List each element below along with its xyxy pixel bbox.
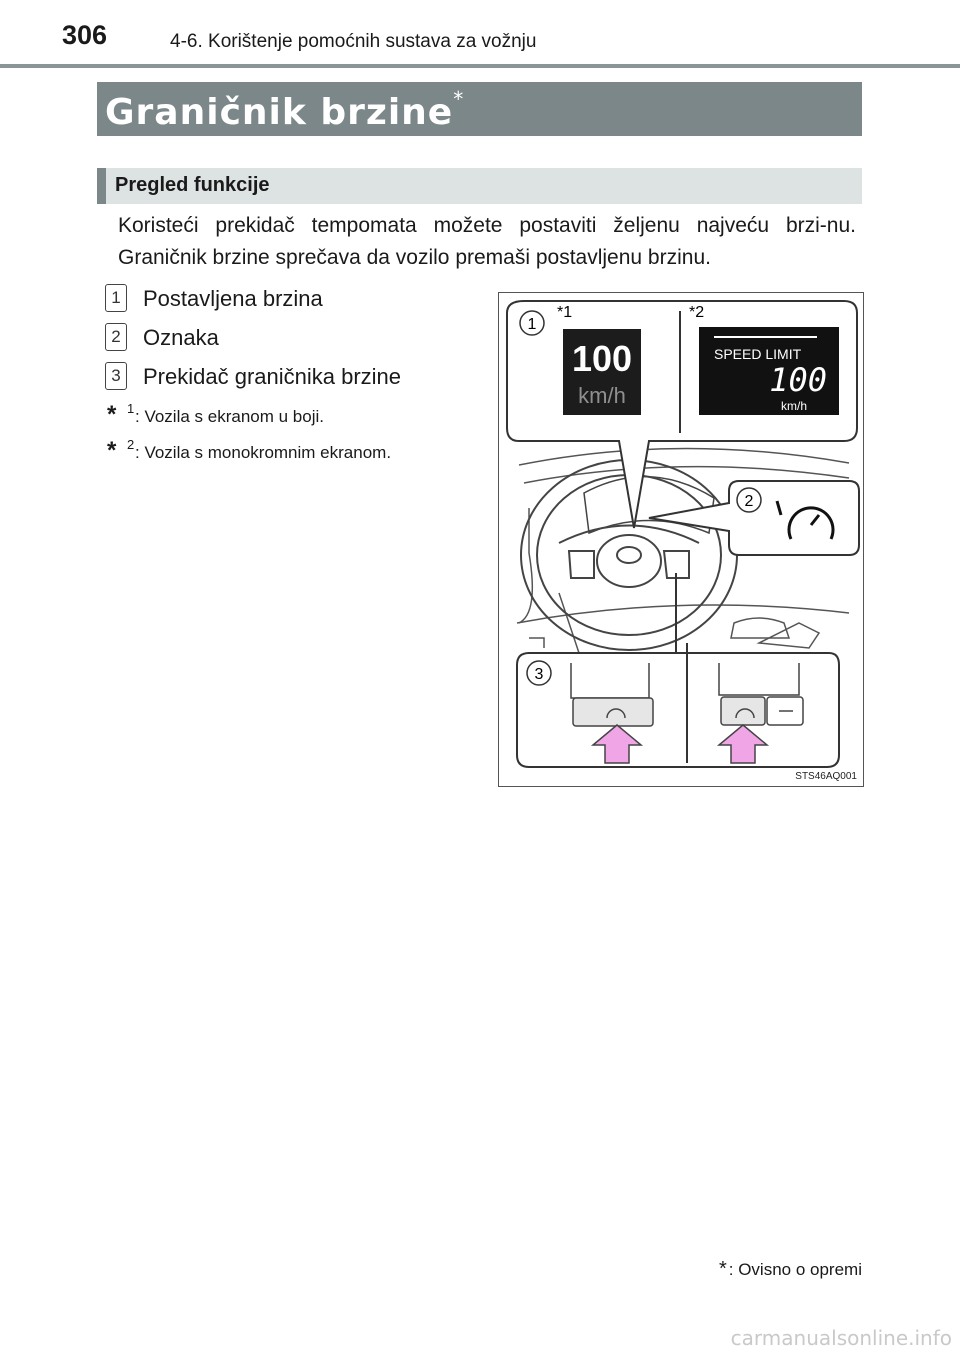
- title-banner: [97, 82, 862, 136]
- section-bar: [97, 168, 862, 204]
- legend-list: [105, 284, 485, 475]
- note-sup: 1: [127, 401, 135, 416]
- illustration: [499, 293, 863, 786]
- note-sup: 2: [127, 437, 135, 452]
- figure-code: STS46AQ001: [795, 771, 857, 782]
- header-rule: [0, 64, 960, 68]
- note-item: [105, 439, 485, 475]
- legend-number: 2: [105, 323, 127, 351]
- color-display-value: 100: [571, 338, 633, 379]
- legend-label: Oznaka: [143, 325, 219, 350]
- note-star-icon: *: [107, 401, 117, 428]
- mono-display-label: SPEED LIMIT: [714, 346, 802, 362]
- mono-display-value: 100: [769, 361, 827, 399]
- note-text: : Vozila s monokromnim ekranom.: [135, 443, 392, 462]
- mono-display-unit: km/h: [780, 399, 807, 413]
- page-title-text: Graničnik brzine: [105, 92, 454, 133]
- legend-number: 1: [105, 284, 127, 312]
- section-title: Pregled funkcije: [115, 174, 270, 196]
- page-title: [105, 87, 464, 133]
- running-head: 4-6. Korištenje pomoćnih sustava za vožnju: [170, 31, 537, 52]
- section-accent: [97, 168, 106, 204]
- color-display-unit: km/h: [578, 383, 626, 408]
- callout-number: 2: [744, 493, 754, 510]
- callout-number: 1: [527, 316, 537, 333]
- marker-star-1: *1: [557, 304, 573, 321]
- footnote-star-icon: *: [718, 1258, 727, 1280]
- note-text: : Vozila s ekranom u boji.: [135, 407, 324, 426]
- marker-star-2: *2: [689, 304, 705, 321]
- watermark: carmanualsonline.info: [730, 1326, 952, 1350]
- speed-limiter-figure: [498, 292, 864, 787]
- legend-item: [105, 323, 485, 362]
- footnote: [719, 1258, 862, 1281]
- callout-number: 3: [534, 666, 544, 683]
- page-number: 306: [62, 20, 108, 50]
- legend-label: Prekidač graničnika brzine: [143, 364, 402, 389]
- intro-paragraph: Koristeći prekidač tempomata možete postaviti željenu najveću brzi-nu. Graničnik brzine sprečava da vozilo premaši postavljenu brzinu.: [118, 214, 856, 269]
- callout-2-bubble: [649, 481, 859, 555]
- legend-item: [105, 284, 485, 323]
- equipment-star-icon: *: [453, 87, 465, 111]
- legend-label: Postavljena brzina: [143, 286, 323, 311]
- footnote-text: : Ovisno o opremi: [728, 1260, 862, 1279]
- note-star-icon: *: [107, 437, 117, 464]
- note-item: [105, 403, 485, 439]
- callout-3-bubble: [517, 573, 839, 767]
- legend-number: 3: [105, 362, 127, 390]
- legend-item: [105, 362, 485, 401]
